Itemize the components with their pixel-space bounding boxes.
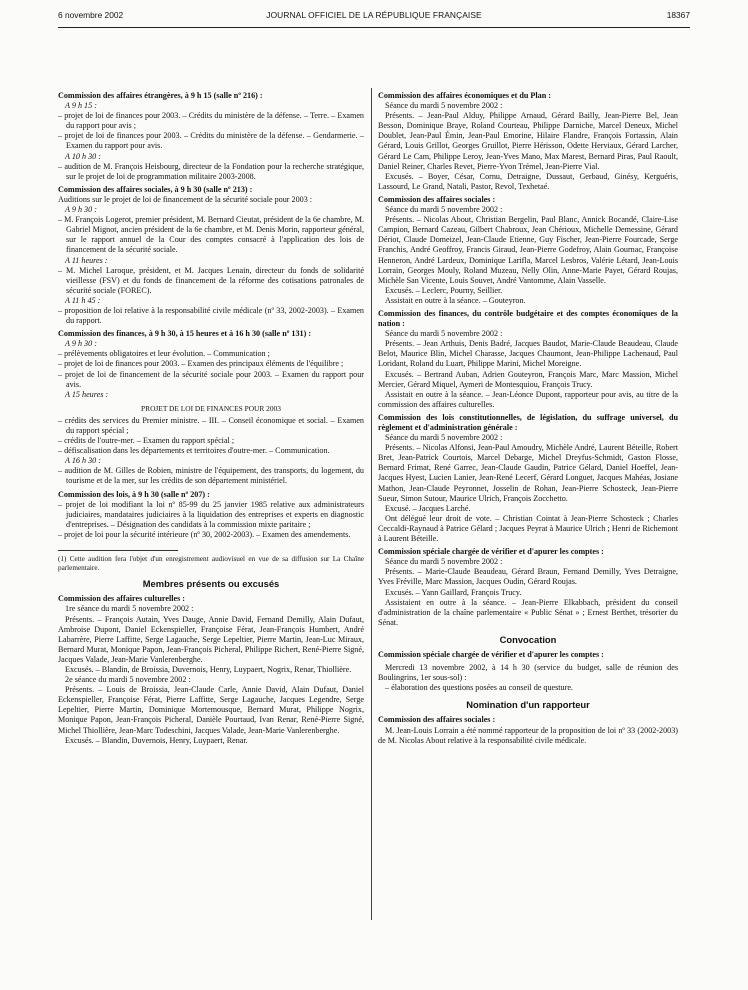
section-title: Nomination d'un rapporteur: [466, 699, 590, 711]
commission-heading: Commission des finances, à 9 h 30, à 15 heures et à 16 h 30 (salle nº 131) :: [58, 329, 312, 339]
header-rule: [58, 27, 690, 28]
present-list: Présents. – Jean Arthuis, Denis Badré, Jacques Baudot, Marie-Claude Beaudeau, Claude Belot, Maurice Blin, Michel Charasse, Jacques Chaumont, Jean-Philippe Lachenaud, Paul Loridant, Roland du Luart, Philippe Marini, Michel Moreigne.: [378, 339, 678, 369]
agenda-item: – projet de loi de financement de la sécurité sociale pour 2003. – Examen du rapport pour avis.: [58, 369, 364, 389]
section-title: Convocation: [499, 633, 557, 645]
session-label: Séance du mardi 5 novembre 2002 :: [385, 101, 503, 111]
meeting-time: Mercredi 13 novembre 2002, à 14 h 30 (service du budget, salle de réunion des Boulingrins, 1er sous-sol) :: [378, 663, 678, 683]
session-label: 2e séance du mardi 5 novembre 2002 :: [65, 675, 191, 685]
agenda-item: – élaboration des questions posées au conseil de questure.: [385, 683, 573, 693]
agenda-item: – crédits des services du Premier ministre. – III. – Conseil économique et social. – Examen du rapport spécial ;: [58, 415, 364, 435]
session-label: Séance du mardi 5 novembre 2002 :: [385, 205, 503, 215]
paragraph: M. Jean-Louis Lorrain a été nommé rapporteur de la proposition de loi nº 33 (2002-2003) de M. Nicolas About relative à la responsabilité civile médicale.: [378, 725, 678, 745]
agenda-item: – M. Michel Laroque, président, et M. Jacques Lenain, directeur du fonds de solidarité vieillesse (FSV) et du fonds de financement de la réforme des cotisations patronales de sécurité sociale (FOREC).: [58, 265, 364, 295]
footnote: (1) Cette audition fera l'objet d'un enregistrement audiovisuel en vue de sa diffusion sur La Chaîne parlementaire.: [58, 555, 364, 572]
excused-list: Excusés. – Blandin, Duvernois, Henry, Luypaert, Renar.: [65, 735, 248, 745]
present-list: Présents. – Jean-Paul Alduy, Philippe Arnaud, Gérard Bailly, Jean-Pierre Bel, Jean Besson, Dominique Braye, Roland Courteau, Philippe Darniche, Marcel Deneux, Michel Doublet, Jean-Paul Émin, Jean-Paul Emorine, Hilaire Flandre, François Fortassin, Alain Gérard, Louis Grillot, Georges Gruillot, Pierre Hérisson, Odette Herviaux, Gérard Larcher, Gérard Le Cam, Philippe Leroy, Jean-Yves Mano, Max Marest, Bernard Piras, Paul Raoult, Daniel Reiner, Charles Revet, Pierre-Yvon Trémel, Jean-Pierre Vial.: [378, 111, 678, 171]
agenda-item: – M. François Logerot, premier président, M. Bernard Cieutat, président de la 6e chambre, M. Gabriel Mignot, ancien président de la 6e chambre, et M. Denis Morin, rapporteur général, sur le rapport annuel de la Cour des comptes consacré à l'application des lois de financement de la sécurité sociale.: [58, 215, 364, 255]
session-label: 1re séance du mardi 5 novembre 2002 :: [65, 604, 194, 614]
commission-heading: Commission des affaires étrangères, à 9 h 15 (salle nº 216) :: [58, 91, 263, 100]
time-label: A 9 h 30 :: [65, 205, 97, 215]
subsection-title: PROJET DE LOI DE FINANCES POUR 2003: [141, 403, 281, 413]
time-label: A 9 h 15 :: [65, 101, 97, 111]
excused-list: Excusés. – Yann Gaillard, François Trucy.: [385, 587, 522, 597]
commission-heading: Commission des affaires sociales :: [378, 715, 496, 725]
agenda-item: – projet de loi de finances pour 2003. – Crédits du ministère de la défense. – Gendarmerie. – Examen du rapport pour avis.: [58, 131, 364, 151]
session-label: Séance du mardi 5 novembre 2002 :: [385, 557, 503, 567]
commission-heading: Commission des affaires culturelles :: [58, 594, 185, 604]
commission-heading: Commission spéciale chargée de vérifier et d'apurer les comptes :: [378, 547, 604, 557]
agenda-item: – projet de loi de finances pour 2003. – Crédits du ministère de la défense. – Terre. – Examen du rapport pour avis ;: [58, 111, 364, 131]
commission-heading: Commission des affaires sociales :: [378, 194, 496, 204]
excused-list: Excusés. – Leclerc, Pourny, Seillier.: [385, 285, 503, 295]
right-column: [378, 88, 678, 746]
journal-title: JOURNAL OFFICIEL DE LA RÉPUBLIQUE FRANÇAISE: [266, 10, 482, 20]
agenda-item: – prélèvements obligatoires et leur évolution. – Communication ;: [58, 349, 270, 359]
present-list: Présents. – Louis de Broissia, Jean-Claude Carle, Annie David, Alain Dufaut, Daniel Eckenspieller, Françoise Férat, Pierre Laffitte, Serge Lagauche, Jacques Legendre, Serge Lepeltier, Pierre Martin, Dominique Mortemousque, Bernard Murat, Philippe Nogrix, Monique Papon, Jean-François Picheral, Danièle Pourtaud, Ivan Renar, René-Pierre Signé, Michel Thiollière, Jean-Marc Todeschini, Jacques Valade, Jean-Marie Vanlerenberghe.: [58, 685, 364, 735]
agenda-item: – crédits de l'outre-mer. – Examen du rapport spécial ;: [58, 436, 235, 446]
time-label: A 11 h 45 :: [65, 295, 101, 305]
excused-list: Excusés. – Boyer, César, Cornu, Detraigne, Dussaut, Gerbaud, Ginésy, Kerguéris, Lassourd, Le Grand, Natali, Pastor, Revol, Texhetaé.: [378, 171, 678, 191]
commission-heading: Commission des affaires sociales, à 9 h 30 (salle nº 213) :: [58, 184, 253, 194]
column-divider: [371, 88, 372, 920]
section-title: Membres présents ou excusés: [142, 578, 280, 590]
commission-heading: Commission des lois constitutionnelles, de législation, du suffrage universel, du règlement et d'administration générale :: [378, 412, 678, 432]
page-number: 18367: [666, 10, 690, 20]
present-list: Présents. – Marie-Claude Beaudeau, Gérard Braun, Fernand Demilly, Yves Detraigne, Yves Fréville, Marc Massion, Jacques Oudin, Gérard Roujas.: [378, 567, 678, 587]
excused-list: Excusés. – Blandin, de Broissia, Duvernois, Henry, Luypaert, Nogrix, Renar, Thiollière.: [65, 664, 352, 674]
header-date: 6 novembre 2002: [58, 10, 124, 20]
time-label: A 16 h 30 :: [65, 456, 101, 466]
agenda-item: – défiscalisation dans les départements et territoires d'outre-mer. – Communication.: [58, 446, 330, 456]
paragraph: Auditions sur le projet de loi de financement de la sécurité sociale pour 2003 :: [58, 194, 313, 204]
time-label: A 9 h 30 :: [65, 339, 97, 349]
agenda-item: – projet de loi de finances pour 2003. – Examen des principaux éléments de l'équilibre ;: [58, 359, 344, 369]
attendee-note: Assistaient en outre à la séance. – Jean-Pierre Elkabbach, président du conseil d'administration de la chaîne parlementaire « Public Sénat » ; Ernest Berthet, trésorier du Sénat.: [378, 597, 678, 627]
present-list: Présents. – Nicolas About, Christian Bergelin, Paul Blanc, Annick Bocandé, Claire-Lise Campion, Bernard Cazeau, Gilbert Chabroux, Jean Chérioux, Michelle Demessine, Gérard Dériot, Claude Domeizel, Jean-Claude Etienne, Guy Fischer, Jean-Pierre Fourcade, Serge Franchis, André Geoffroy, Francis Giraud, Jean-Pierre Godefroy, Alain Gournac, Françoise Henneron, André Lardeux, Dominique Larifla, Marcel Lesbros, Valérie Létard, Jean-Louis Lorrain, Georges Mouly, Roland Muzeau, Nelly Olin, Anne-Marie Payet, Gérard Roujas, Michèle San Vicente, Louis Souvet, André Vantomme, Alain Vasselle.: [378, 215, 678, 285]
left-column: [58, 88, 364, 746]
session-label: Séance du mardi 5 novembre 2002 :: [385, 329, 503, 339]
commission-heading: Commission des finances, du contrôle budgétaire et des comptes économiques de la nation :: [378, 308, 678, 329]
time-label: A 15 heures :: [65, 389, 109, 399]
attendee-note: Assistait en outre à la séance. – Gouteyron.: [385, 295, 526, 305]
attendee-note: Assistait en outre à la séance. – Jean-Léonce Dupont, rapporteur pour avis, au titre de la commission des affaires culturelles.: [378, 389, 678, 409]
agenda-item: – proposition de loi relative à la responsabilité civile médicale (nº 33, 2002-2003). – Examen du rapport.: [58, 305, 364, 326]
page-header: [58, 10, 690, 24]
vote-delegation: Ont délégué leur droit de vote. – Christian Cointat à Jean-Pierre Schosteck ; Charles Ceccaldi-Raynaud à Patrice Gélard ; Jacques Peyrat à Maurice Ulrich ; Henri de Richemont à Laurent Béteille.: [378, 513, 678, 544]
present-list: Présents. – Nicolas Alfonsi, Jean-Paul Amoudry, Michèle André, Laurent Béteille, Robert Bret, Jean-Patrick Courtois, Marcel Debarge, Michel Dreyfus-Schmidt, Gaston Flosse, Bernard Frimat, René Garrec, Jean-Claude Gaudin, Patrice Gélard, Daniel Hoeffel, Jean-Jacques Hyest, Lucien Lanier, Jean-René Lecerf, Gérard Longuet, Jacques Mahéas, Josiane Mathon, Jean-Claude Peyronnet, Josselin de Rohan, Jean-Pierre Schosteck, Jean-Pierre Sueur, Simon Sutour, Maurice Ulrich, François Zocchetto.: [378, 443, 678, 503]
commission-heading: Commission des lois, à 9 h 30 (salle nº 207) :: [58, 489, 210, 499]
present-list: Présents. – François Autain, Yves Dauge, Annie David, Fernand Demilly, Alain Dufaut, Ambroise Dupont, Daniel Eckenspieller, Françoise Férat, Jean-François Humbert, André Labarrère, Pierre Laffitte, Serge Lagauche, Serge Lepeltier, Pierre Martin, Jean-Luc Miraux, Bernard Murat, Monique Papon, Jean-François Picheral, Philippe Richert, René-Pierre Signé, Jacques Valade, Jean-Marie Vanlerenberghe.: [58, 614, 364, 664]
agenda-item: – audition de M. François Heisbourg, directeur de la Fondation pour la recherche stratégique, sur le projet de loi de programmation militaire 2003-2008.: [58, 161, 364, 181]
commission-heading: Commission spéciale chargée de vérifier et d'apurer les comptes :: [378, 649, 604, 659]
session-label: Séance du mardi 5 novembre 2002 :: [385, 433, 503, 443]
agenda-item: – audition de M. Gilles de Robien, ministre de l'équipement, des transports, du logement, du tourisme et de la mer, sur les crédits de son département ministériel.: [58, 466, 364, 486]
agenda-item: – projet de loi modifiant la loi nº 85-99 du 25 janvier 1985 relative aux administrateurs judiciaires, mandataires judiciaires à la liquidation des entreprises et experts en diagnostic d'entreprises. – Désignation des candidats à la commission mixte paritaire ;: [58, 499, 364, 529]
time-label: A 10 h 30 :: [65, 151, 101, 161]
excused-list: Excusé. – Jacques Larché.: [385, 503, 471, 513]
agenda-item: – projet de loi pour la sécurité intérieure (nº 30, 2002-2003). – Examen des amendements.: [58, 529, 351, 539]
commission-heading: Commission des affaires économiques et du Plan :: [378, 91, 551, 100]
time-label: A 11 heures :: [65, 255, 108, 265]
excused-list: Excusés. – Bertrand Auban, Adrien Gouteyron, François Marc, Marc Massion, Michel Mercier, Gérard Miquel, Aymeri de Montesquiou, François Trucy.: [378, 369, 678, 389]
